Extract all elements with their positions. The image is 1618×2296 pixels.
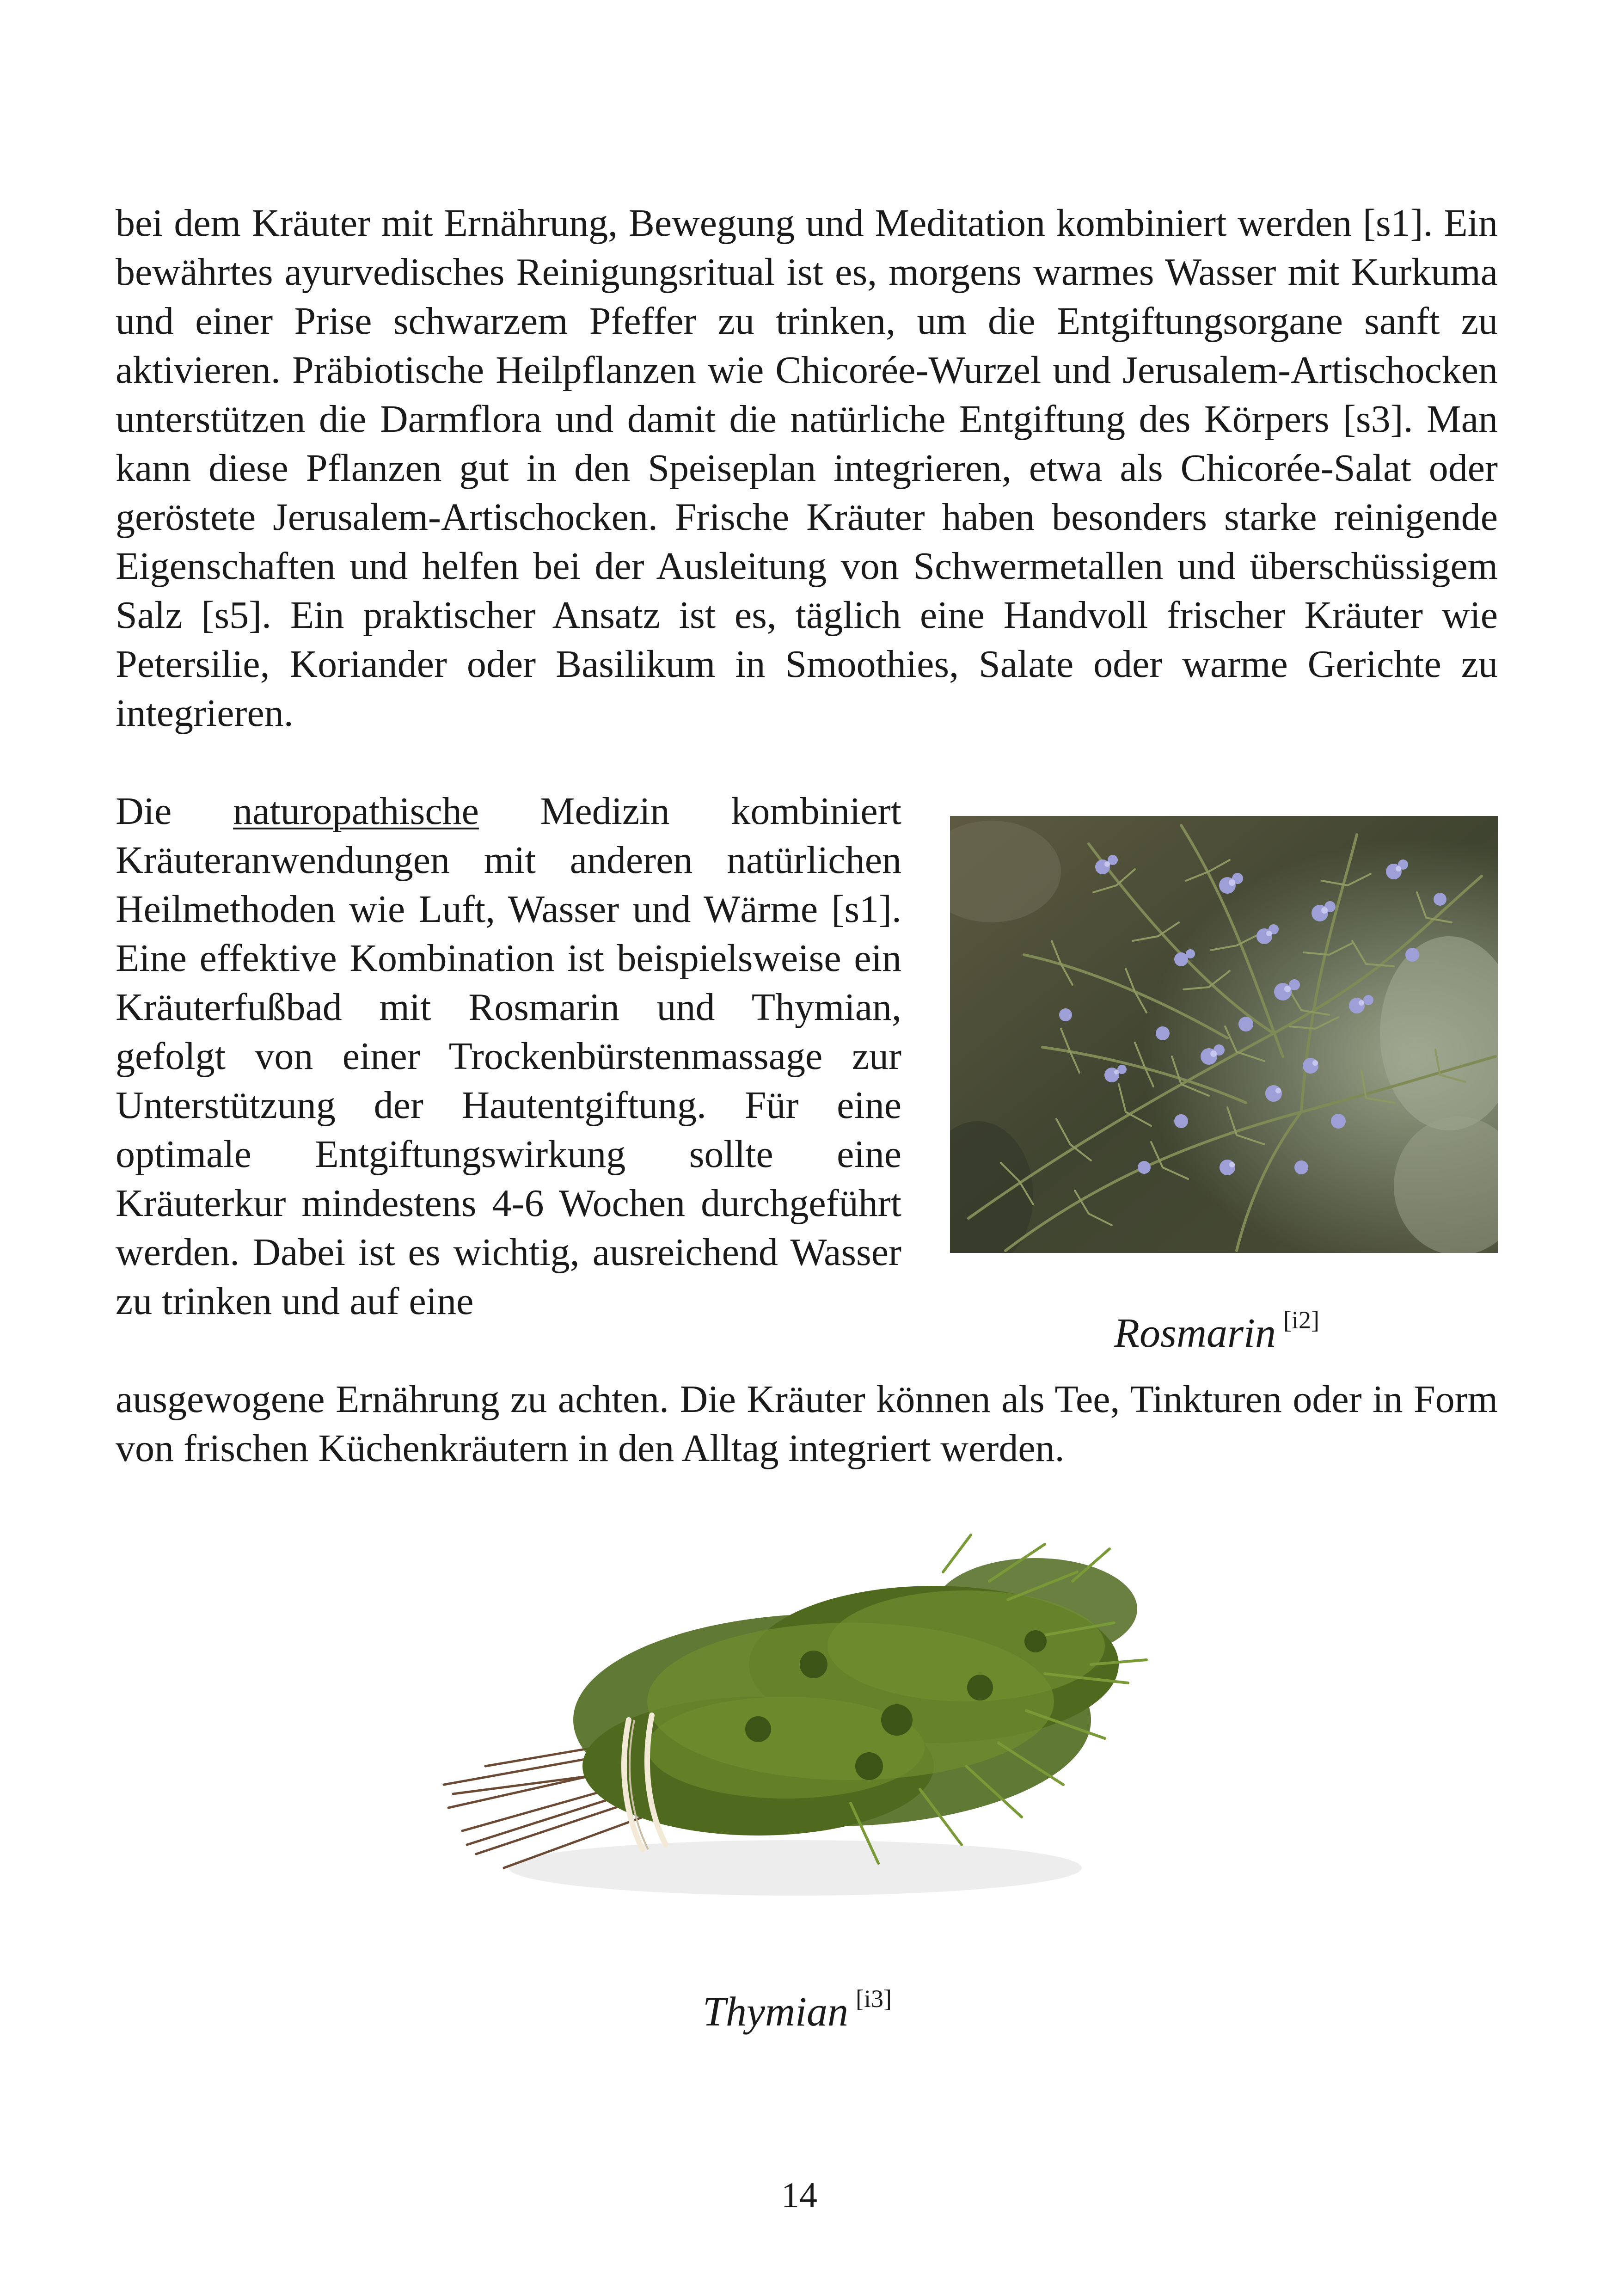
paragraph-2-intro: Die bbox=[116, 790, 172, 833]
paragraph-2-rest: Medizin kombiniert Kräuteranwendungen mit anderen natürlichen Heilmethoden wie Luft, Wasser und Wärme [s1]. Eine effektive Kombination ist beispielsweise ein Kräuterfußbad mit Rosmarin und Thymian, gefolgt von einer Trockenbürstenmassage zur Unterstützung der Hautentgiftung. Für eine optimale Entgiftungswirkung sollte eine Kräuterkur mindestens 4-6 Wochen durchgeführt werden. Dabei ist es wichtig, ausreichend Wasser zu trinken und auf eine bbox=[116, 790, 901, 1323]
thymian-caption-text: Thymian bbox=[703, 1989, 848, 2035]
thymian-caption bbox=[703, 1973, 892, 2038]
underlined-term: naturopathische bbox=[233, 790, 479, 833]
rosmarin-image bbox=[950, 816, 1498, 1253]
thymian-image-ref: [i3] bbox=[856, 1985, 892, 2013]
rosmarin-image-ref: [i2] bbox=[1283, 1306, 1319, 1334]
thymian-image bbox=[435, 1526, 1188, 1937]
rosmarin-caption-text: Rosmarin bbox=[1114, 1310, 1276, 1356]
rosmarin-caption bbox=[1114, 1295, 1319, 1359]
paragraph-1: bei dem Kräuter mit Ernährung, Bewegung und Meditation kombiniert werden [s1]. Ein bewährtes ayurvedisches Reinigungsritual ist es, morgens warmes Wasser mit Kurkuma und einer Prise schwarzem Pfeffer zu trinken, um die Entgiftungsorgane sanft zu aktivieren. Präbiotische Heilpflanzen wie Chicorée-Wurzel und Jerusalem-Artischocken unterstützen die Darmflora und damit die natürliche Entgiftung des Körpers [s3]. Man kann diese Pflanzen gut in den Speiseplan integrieren, etwa als Chicorée-Salat oder geröstete Jerusalem-Artischocken. Frische Kräuter haben besonders starke reinigende Eigenschaften und helfen bei der Ausleitung von Schwermetallen und überschüssigem Salz [s5]. Ein praktischer Ansatz ist es, täglich eine Handvoll frischer Kräuter wie Petersilie, Koriander oder Basilikum in Smoothies, Salate oder warme Gerichte zu integrieren. bbox=[116, 202, 1498, 735]
page-number: 14 bbox=[781, 2175, 817, 2215]
paragraph-2 bbox=[116, 787, 901, 1326]
paragraph-2-continued: ausgewogene Ernährung zu achten. Die Kräuter können als Tee, Tinkturen oder in Form von frischen Küchenkräutern in den Alltag integriert werden. bbox=[116, 1378, 1498, 1470]
